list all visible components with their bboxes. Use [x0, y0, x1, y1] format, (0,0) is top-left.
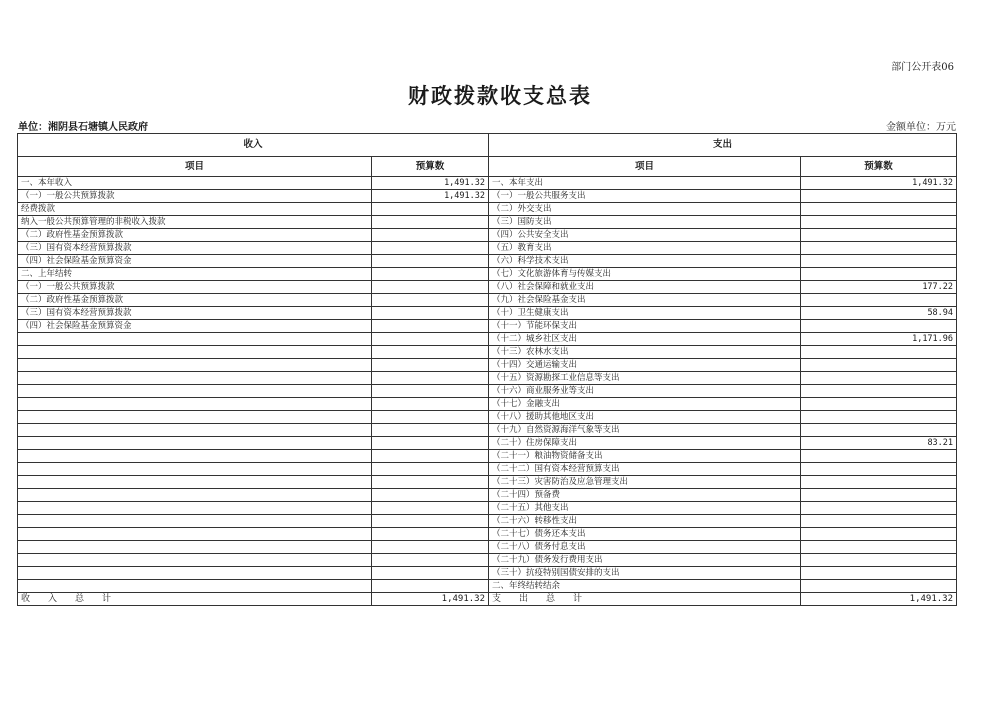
table-row	[18, 515, 957, 528]
income-value-cell	[372, 567, 489, 580]
table-row	[18, 437, 957, 450]
expense-item-cell: （二十九）债务发行费用支出	[489, 554, 801, 567]
income-value-cell	[372, 320, 489, 333]
expense-item-cell: （十六）商业服务业等支出	[489, 385, 801, 398]
table-row	[18, 567, 957, 580]
table-row	[18, 528, 957, 541]
expense-value-cell	[801, 203, 957, 216]
expense-value-cell: 1,491.32	[801, 177, 957, 190]
income-value-cell: 1,491.32	[372, 177, 489, 190]
expense-value-cell	[801, 294, 957, 307]
income-value-cell	[372, 333, 489, 346]
income-budget-col-header: 预算数	[372, 157, 489, 177]
table-row	[18, 554, 957, 567]
table-row	[18, 281, 957, 294]
expense-item-cell: （六）科学技术支出	[489, 255, 801, 268]
expense-value-cell	[801, 190, 957, 203]
expense-value-cell	[801, 424, 957, 437]
expense-item-cell: （三十）抗疫特别国债安排的支出	[489, 567, 801, 580]
income-item-cell: （四）社会保险基金预算资金	[18, 255, 372, 268]
expense-value-cell	[801, 411, 957, 424]
income-item-cell: （四）社会保险基金预算资金	[18, 320, 372, 333]
expense-item-cell: （二）外交支出	[489, 203, 801, 216]
income-item-cell	[18, 385, 372, 398]
table-row	[18, 242, 957, 255]
income-value-cell	[372, 203, 489, 216]
page-title: 财政拨款收支总表	[408, 83, 592, 108]
expense-value-cell	[801, 489, 957, 502]
expense-item-cell: （二十）住房保障支出	[489, 437, 801, 450]
expense-item-cell: （五）教育支出	[489, 242, 801, 255]
table-row	[18, 359, 957, 372]
income-value-cell	[372, 229, 489, 242]
income-item-cell: （二）政府性基金预算拨款	[18, 229, 372, 242]
income-value-cell	[372, 554, 489, 567]
expense-item-cell: （十四）交通运输支出	[489, 359, 801, 372]
expense-item-cell: （四）公共安全支出	[489, 229, 801, 242]
income-item-cell	[18, 489, 372, 502]
expense-item-cell: （二十二）国有资本经营预算支出	[489, 463, 801, 476]
income-total-label: 收 入 总 计	[18, 593, 372, 606]
table-row	[18, 450, 957, 463]
expense-value-cell	[801, 268, 957, 281]
income-value-cell	[372, 268, 489, 281]
income-value-cell	[372, 411, 489, 424]
income-item-cell	[18, 567, 372, 580]
expense-item-cell: （一）一般公共服务支出	[489, 190, 801, 203]
income-item-cell	[18, 502, 372, 515]
table-row	[18, 411, 957, 424]
income-item-col-header: 项目	[18, 157, 372, 177]
expense-value-cell	[801, 463, 957, 476]
income-item-cell: （一）一般公共预算拨款	[18, 190, 372, 203]
income-item-cell	[18, 515, 372, 528]
expense-value-cell	[801, 216, 957, 229]
expense-total-label: 支 出 总 计	[489, 593, 801, 606]
expense-item-cell: （二十五）其他支出	[489, 502, 801, 515]
table-row	[18, 541, 957, 554]
income-item-cell: 纳入一般公共预算管理的非税收入拨款	[18, 216, 372, 229]
income-value-cell	[372, 424, 489, 437]
income-item-cell	[18, 424, 372, 437]
expense-item-cell: 一、本年支出	[489, 177, 801, 190]
expense-item-cell: （三）国防支出	[489, 216, 801, 229]
expense-value-cell	[801, 528, 957, 541]
expense-value-cell: 177.22	[801, 281, 957, 294]
income-value-cell	[372, 489, 489, 502]
income-value-cell	[372, 528, 489, 541]
income-value-cell: 1,491.32	[372, 190, 489, 203]
expense-value-cell: 1,171.96	[801, 333, 957, 346]
expense-item-cell: （十八）援助其他地区支出	[489, 411, 801, 424]
expense-value-cell	[801, 554, 957, 567]
income-item-cell	[18, 476, 372, 489]
expense-item-cell: （十三）农林水支出	[489, 346, 801, 359]
expense-value-cell	[801, 372, 957, 385]
income-value-cell	[372, 294, 489, 307]
income-item-cell: （一）一般公共预算拨款	[18, 281, 372, 294]
income-item-cell	[18, 450, 372, 463]
income-value-cell	[372, 307, 489, 320]
expense-item-cell: （十九）自然资源海洋气象等支出	[489, 424, 801, 437]
table-row	[18, 385, 957, 398]
table-row	[18, 424, 957, 437]
income-value-cell	[372, 476, 489, 489]
income-value-cell	[372, 437, 489, 450]
table-row	[18, 177, 957, 190]
table-row	[18, 255, 957, 268]
income-value-cell	[372, 450, 489, 463]
expense-value-cell	[801, 255, 957, 268]
table-row	[18, 216, 957, 229]
expense-item-cell: （八）社会保障和就业支出	[489, 281, 801, 294]
expense-value-cell	[801, 580, 957, 593]
income-value-cell	[372, 216, 489, 229]
expense-item-cell: （二十六）转移性支出	[489, 515, 801, 528]
expense-item-cell: （十一）节能环保支出	[489, 320, 801, 333]
income-item-cell	[18, 541, 372, 554]
expense-value-cell	[801, 385, 957, 398]
table-row	[18, 268, 957, 281]
expense-item-cell: 二、年终结转结余	[489, 580, 801, 593]
expense-item-cell: （二十七）债务还本支出	[489, 528, 801, 541]
table-row	[18, 580, 957, 593]
expense-value-cell	[801, 398, 957, 411]
income-item-cell	[18, 411, 372, 424]
income-item-cell: （二）政府性基金预算拨款	[18, 294, 372, 307]
expense-value-cell	[801, 567, 957, 580]
expense-item-cell: （二十一）粮油物资储备支出	[489, 450, 801, 463]
income-value-cell	[372, 541, 489, 554]
income-value-cell	[372, 502, 489, 515]
income-value-cell	[372, 242, 489, 255]
expense-value-cell	[801, 476, 957, 489]
income-item-cell	[18, 398, 372, 411]
expense-value-cell	[801, 359, 957, 372]
expense-header: 支出	[489, 134, 957, 157]
expense-value-cell: 58.94	[801, 307, 957, 320]
expense-value-cell	[801, 242, 957, 255]
income-value-cell	[372, 385, 489, 398]
expense-item-cell: （二十八）债务付息支出	[489, 541, 801, 554]
income-item-cell: （三）国有资本经营预算拨款	[18, 307, 372, 320]
income-value-cell	[372, 346, 489, 359]
income-item-cell: （三）国有资本经营预算拨款	[18, 242, 372, 255]
income-value-cell	[372, 255, 489, 268]
table-row	[18, 294, 957, 307]
expense-item-cell: （十）卫生健康支出	[489, 307, 801, 320]
income-item-cell	[18, 346, 372, 359]
table-row	[18, 463, 957, 476]
table-row	[18, 502, 957, 515]
expense-value-cell	[801, 229, 957, 242]
expense-item-cell: （十二）城乡社区支出	[489, 333, 801, 346]
expense-item-cell: （九）社会保险基金支出	[489, 294, 801, 307]
table-row	[18, 372, 957, 385]
table-row	[18, 346, 957, 359]
income-value-cell	[372, 281, 489, 294]
income-item-cell	[18, 359, 372, 372]
form-number: 部门公开表06	[891, 62, 954, 73]
income-total-value: 1,491.32	[372, 593, 489, 606]
income-item-cell: 二、上年结转	[18, 268, 372, 281]
income-value-cell	[372, 515, 489, 528]
income-item-cell	[18, 333, 372, 346]
expense-item-cell: （十五）资源勘探工业信息等支出	[489, 372, 801, 385]
income-item-cell	[18, 528, 372, 541]
income-item-cell	[18, 554, 372, 567]
table-row	[18, 190, 957, 203]
table-row	[18, 229, 957, 242]
income-item-cell	[18, 580, 372, 593]
table-row	[18, 398, 957, 411]
expense-item-cell: （七）文化旅游体育与传媒支出	[489, 268, 801, 281]
income-item-cell	[18, 463, 372, 476]
expense-value-cell	[801, 450, 957, 463]
expense-item-col-header: 项目	[489, 157, 801, 177]
expense-value-cell	[801, 541, 957, 554]
expense-item-cell: （十七）金融支出	[489, 398, 801, 411]
expense-value-cell	[801, 502, 957, 515]
income-item-cell: 经费拨款	[18, 203, 372, 216]
income-header: 收入	[18, 134, 489, 157]
table-row	[18, 489, 957, 502]
table-row	[18, 476, 957, 489]
expense-budget-col-header: 预算数	[801, 157, 957, 177]
income-value-cell	[372, 372, 489, 385]
income-value-cell	[372, 359, 489, 372]
amount-unit-label: 金额单位：万元	[886, 122, 956, 133]
total-row	[18, 593, 957, 606]
expense-value-cell	[801, 515, 957, 528]
table-row	[18, 307, 957, 320]
expense-item-cell: （二十三）灾害防治及应急管理支出	[489, 476, 801, 489]
expense-value-cell: 83.21	[801, 437, 957, 450]
income-value-cell	[372, 580, 489, 593]
expense-item-cell: （二十四）预备费	[489, 489, 801, 502]
expense-total-value: 1,491.32	[801, 593, 957, 606]
budget-table	[17, 133, 957, 606]
unit-label: 单位：湘阴县石塘镇人民政府	[18, 122, 148, 133]
income-item-cell: 一、本年收入	[18, 177, 372, 190]
table-row	[18, 203, 957, 216]
income-item-cell	[18, 372, 372, 385]
income-value-cell	[372, 398, 489, 411]
income-value-cell	[372, 463, 489, 476]
expense-value-cell	[801, 320, 957, 333]
expense-value-cell	[801, 346, 957, 359]
income-item-cell	[18, 437, 372, 450]
table-row	[18, 320, 957, 333]
table-row	[18, 333, 957, 346]
